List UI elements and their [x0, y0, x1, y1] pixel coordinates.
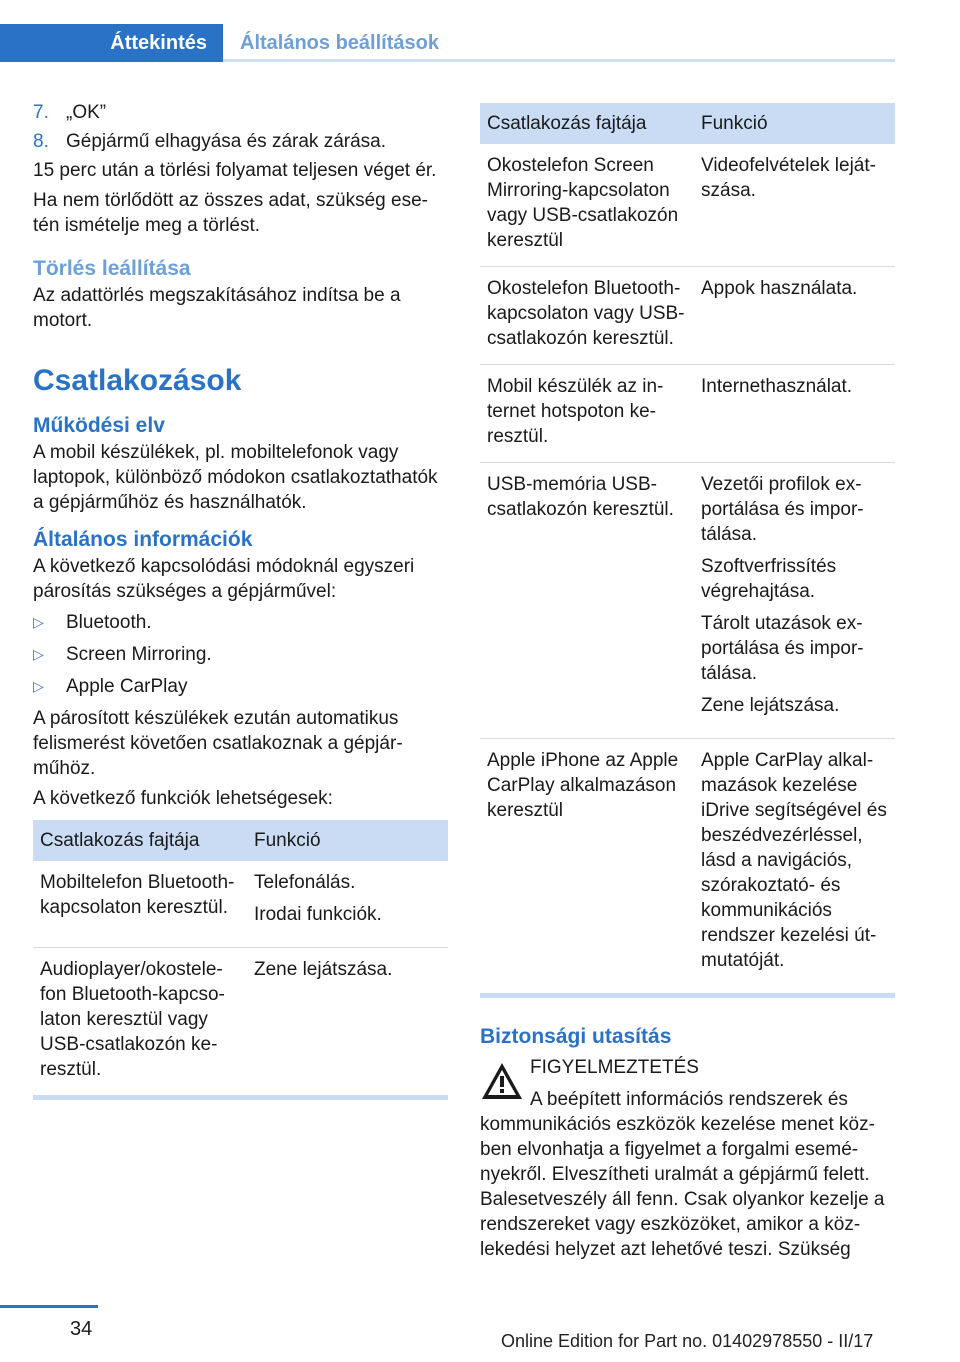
- list-item: [33, 100, 448, 125]
- table-cell-type: USB-memória USB-csatlakozón keresztül.: [480, 463, 694, 739]
- header-tabbar: [0, 24, 895, 62]
- bullet-item: [33, 674, 448, 699]
- function-text: Telefonálás.: [254, 872, 356, 893]
- table-row: [33, 948, 448, 1096]
- warning-heading: [530, 1055, 848, 1112]
- right-column: [480, 103, 895, 1267]
- edition-note: Online Edition for Part no. 01402978550 - II/17: [501, 1331, 874, 1351]
- heading-connections: Csatlakozások: [33, 364, 242, 397]
- paragraph: A következő kapcsolódási módoknál egyszeri párosítás szükséges a gépjárművel:: [33, 556, 415, 602]
- paragraph: Az adattörlés megszakításához indítsa be a motort.: [33, 285, 401, 331]
- warning-text: kommunikációs eszközök kezelése menet közben elvonhatja a figyelmet a forgalmi eseményekről. Elveszítheti uralmát a gépjármű felett. Balesetveszély áll fenn. Csak olyankor kezelje a rendszereket vagy eszközöket, amikor a közlekedési helyzet azt lehetővé teszi. Szükség: [480, 1114, 885, 1260]
- function-text: Vezetői profilok exportálása és importálása.: [701, 474, 864, 545]
- table-cell-function: [694, 463, 895, 739]
- table-cell-type: Apple iPhone az Apple CarPlay alkalmazáson keresztül: [487, 750, 679, 821]
- item-text: Gépjármű elhagyása és zárak zárása.: [66, 131, 386, 152]
- table-header-row: [33, 820, 448, 861]
- column-header: Csatlakozás fajtája: [480, 103, 694, 144]
- warning-label: FIGYELMEZTETÉS: [530, 1057, 699, 1078]
- bullet-text: Apple CarPlay: [66, 676, 188, 697]
- function-text: Videofelvételek lejátszása.: [701, 155, 876, 201]
- table-bottom-border: [480, 993, 895, 998]
- paragraph: Ha nem törlődött az összes adat, szükség esetén ismételje meg a törlést.: [33, 190, 428, 236]
- table-cell-function: [694, 144, 895, 267]
- table-cell-type: Mobiltelefon Bluetooth-kapcsolaton keresztül.: [33, 861, 247, 948]
- heading-stop-deletion: Törlés leállítása: [33, 257, 191, 280]
- table-row: [480, 144, 895, 267]
- table-row: [480, 739, 895, 994]
- item-number: 7.: [33, 102, 49, 123]
- bullet-text: Bluetooth.: [66, 612, 152, 633]
- table-bottom-border: [33, 1095, 448, 1100]
- table-cell-function: [694, 267, 895, 365]
- bullet-item: [33, 610, 448, 635]
- table-cell-function: [247, 861, 448, 948]
- table-header-row: [480, 103, 895, 144]
- function-text: Internethasználat.: [701, 376, 853, 397]
- paragraph: 15 perc után a törlési folyamat teljesen véget ér.: [33, 160, 437, 181]
- table-cell-function: [694, 365, 895, 463]
- tab-general-settings[interactable]: Általános beállítások: [240, 32, 439, 54]
- function-text: Tárolt utazások exportálása és importálása.: [701, 613, 864, 684]
- function-text: Zene lejátszása.: [254, 959, 393, 980]
- table-row: [33, 861, 448, 948]
- paragraph: A párosított készülékek ezután automatikus felismerést követően csatlakoznak a gépjárműhöz.: [33, 708, 403, 779]
- table-cell-type: Mobil készülék az internet hotspoton keresztül.: [480, 365, 694, 463]
- table-row: [480, 267, 895, 365]
- column-header: Funkció: [247, 820, 448, 861]
- table-cell-type: Okostelefon Screen Mirroring-kapcsolaton vagy USB-csatlakozón keresztül: [480, 144, 694, 267]
- triangle-bullet-icon: ▷: [33, 614, 44, 630]
- page-number: 34: [70, 1318, 93, 1340]
- connection-table: [33, 820, 448, 1095]
- table-row: [480, 365, 895, 463]
- heading-safety: Biztonsági utasítás: [480, 1025, 672, 1048]
- triangle-bullet-icon: ▷: [33, 678, 44, 694]
- heading-principle: Működési elv: [33, 414, 165, 437]
- table-row: [480, 463, 895, 739]
- item-text: „OK”: [66, 102, 107, 123]
- table-cell-type: Audioplayer/okostelefon Bluetooth-kapcsolaton keresztül vagy USB-csatlakozón keresztül.: [40, 959, 225, 1080]
- function-text: Apple CarPlay alkalmazások kezelése iDrive segítségével és beszédvezérléssel, lásd a navigációs, szórakoztató- és kommunikációs rendszer kezelési útmutatóját.: [701, 750, 887, 971]
- heading-general-info: Általános információk: [33, 528, 253, 551]
- column-header: Funkció: [694, 103, 895, 144]
- tab-overview[interactable]: Áttekintés: [0, 24, 223, 62]
- tab-underline: [223, 59, 895, 62]
- function-text: Irodai funkciók.: [254, 904, 382, 925]
- list-item: [33, 129, 448, 154]
- function-text: Szoftverfrissítés végrehajtása.: [701, 556, 837, 602]
- footer-rule: [0, 1305, 98, 1308]
- function-text: Appok használata.: [701, 278, 858, 299]
- table-cell-function: [694, 739, 895, 994]
- table-cell-function: [247, 948, 448, 1096]
- paragraph: A mobil készülékek, pl. mobiltelefonok vagy laptopok, különböző módokon csatlakoztathatók a gépjárműhöz és használhatók.: [33, 442, 438, 513]
- function-text: Zene lejátszása.: [701, 695, 840, 716]
- warning-text-first: A beépített információs rendszerek és: [530, 1089, 848, 1110]
- connection-table: [480, 103, 895, 993]
- column-header: Csatlakozás fajtája: [33, 820, 247, 861]
- table-cell-type: Okostelefon Bluetooth-kapcsolaton vagy USB-csatlakozón keresztül.: [480, 267, 694, 365]
- bullet-text: Screen Mirroring.: [66, 644, 212, 665]
- bullet-item: [33, 642, 448, 667]
- warning-triangle-icon: [480, 1061, 524, 1101]
- paragraph: A következő funkciók lehetségesek:: [33, 788, 333, 809]
- warning-block: [480, 1057, 895, 1112]
- triangle-bullet-icon: ▷: [33, 646, 44, 662]
- left-column: [33, 100, 448, 1100]
- item-number: 8.: [33, 131, 49, 152]
